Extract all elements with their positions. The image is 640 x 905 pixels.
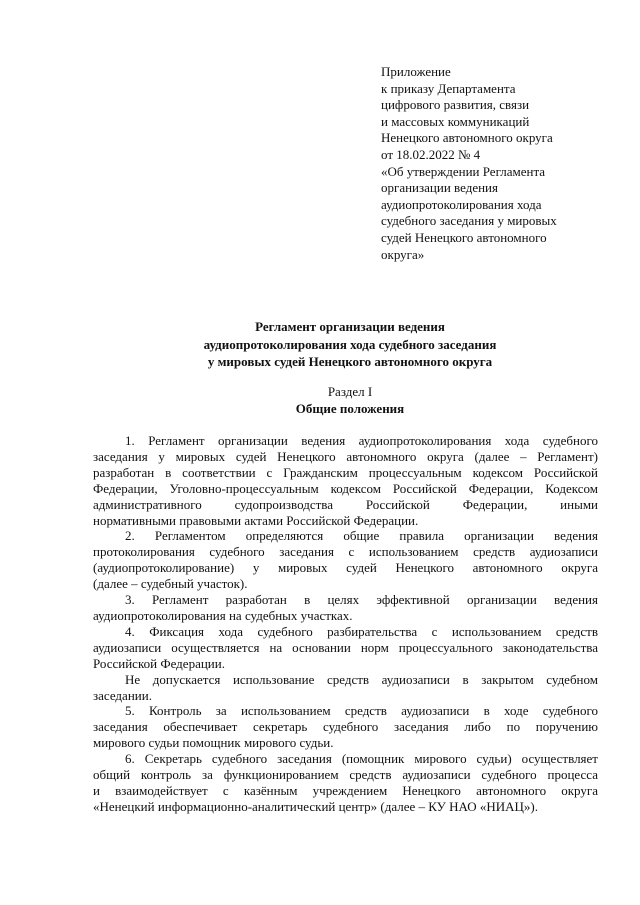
- paragraph-line: 4. Фиксация хода судебного разбирательства с использованием средств: [125, 623, 598, 639]
- paragraph-line: Федерации, Уголовно-процессуальным кодексом Российской Федерации, Кодексом: [93, 480, 598, 496]
- annex-line: округа»: [381, 246, 425, 262]
- paragraph: [93, 592, 598, 624]
- paragraph-line: заседания обеспечивает секретарь судебного заседания либо по поручению: [93, 719, 598, 735]
- paragraph-line: разработан в соответствии с Гражданским процессуальным кодексом Российской: [93, 464, 598, 480]
- paragraph-line: административного судопроизводства Российской Федерации, иными: [93, 496, 598, 512]
- paragraph: [93, 703, 598, 751]
- paragraph-line: общий контроль за функционированием средств аудиозаписи судебного процесса: [93, 767, 598, 783]
- paragraph-line: нормативными правовыми актами Российской Федерации.: [93, 512, 419, 528]
- annex-line: судей Ненецкого автономного: [381, 229, 547, 245]
- paragraph-line: «Ненецкий информационно-аналитический центр» (далее – КУ НАО «НИАЦ»).: [93, 798, 538, 814]
- paragraph-line: мирового судьи помощник мирового судьи.: [93, 735, 334, 751]
- paragraph-line: протоколирования судебного заседания с использованием средств аудиозаписи: [93, 544, 598, 560]
- paragraph-line: 6. Секретарь судебного заседания (помощник мирового судьи) осуществляет: [125, 751, 598, 767]
- paragraph-line: аудиозаписи осуществляется на основании норм процессуального законодательства: [93, 639, 598, 655]
- paragraph: [93, 528, 598, 592]
- annex-line: «Об утверждении Регламента: [381, 163, 546, 179]
- title-line: аудиопротоколирования хода судебного заседания: [203, 336, 497, 352]
- paragraph-line: заседании.: [93, 687, 152, 703]
- annex-line: и массовых коммуникаций: [381, 113, 530, 129]
- paragraph-line: (аудиопротоколирование) у мировых судей Ненецкого автономного округа: [93, 560, 598, 576]
- annex-block: [381, 64, 621, 263]
- paragraph-line: 1. Регламент организации ведения аудиопротоколирования хода судебного: [125, 433, 598, 448]
- paragraph-line: Российской Федерации.: [93, 655, 225, 671]
- annex-line: Ненецкого автономного округа: [381, 130, 553, 146]
- title-line: Регламент организации ведения: [255, 319, 445, 334]
- title-line: у мировых судей Ненецкого автономного округа: [207, 354, 493, 369]
- annex-line: судебного заседания у мировых: [381, 213, 557, 229]
- paragraph: [93, 672, 598, 704]
- annex-line: организации ведения: [381, 180, 498, 196]
- paragraph-line: заседания у мировых судей Ненецкого автономного округа (далее – Регламент): [93, 448, 598, 464]
- paragraph: [93, 433, 598, 528]
- paragraph-line: Не допускается использование средств аудиозаписи в закрытом судебном: [125, 671, 598, 687]
- paragraph-line: и взаимодействует с казённым учреждением Ненецкого автономного округа: [93, 782, 598, 798]
- annex-line: аудиопротоколирования хода: [381, 196, 542, 212]
- paragraph-line: 5. Контроль за использованием средств аудиозаписи в ходе судебного: [125, 703, 598, 719]
- document-title: [60, 318, 640, 371]
- paragraph: [93, 751, 598, 815]
- paragraph-line: 3. Регламент разработан в целях эффективной организации ведения: [125, 592, 598, 608]
- paragraph-line: 2. Регламентом определяются общие правила организации ведения: [125, 528, 598, 544]
- annex-line: Приложение: [381, 64, 451, 79]
- annex-line: цифрового развития, связи: [381, 97, 530, 113]
- paragraph-line: (далее – судебный участок).: [93, 576, 248, 592]
- paragraph: [93, 624, 598, 672]
- section-name: Общие положения: [295, 401, 405, 416]
- document-body: [93, 433, 598, 815]
- section-number: Раздел I: [327, 384, 373, 399]
- annex-line: к приказу Департамента: [381, 80, 516, 96]
- annex-line: от 18.02.2022 № 4: [381, 146, 481, 162]
- paragraph-line: аудиопротоколирования на судебных участках.: [93, 607, 353, 623]
